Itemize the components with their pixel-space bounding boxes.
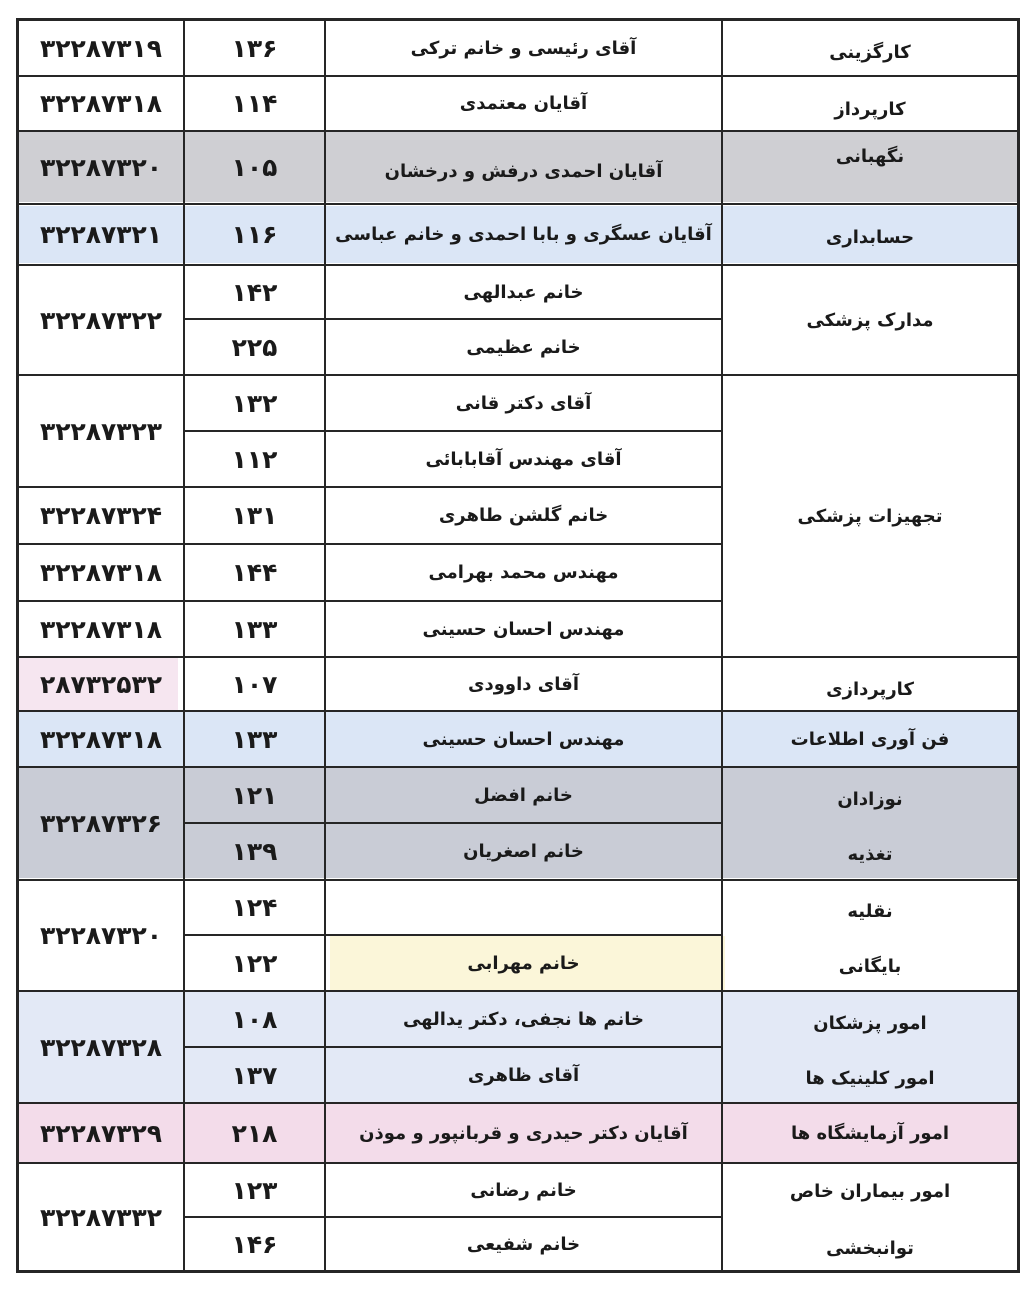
department-cell: امور آزمایشگاه ها bbox=[790, 1122, 950, 1144]
personnel-cell: خانم اصغریان bbox=[463, 841, 584, 862]
department-cell: حسابداری bbox=[825, 227, 915, 248]
extension-cell: ۱۰۸ bbox=[231, 1004, 278, 1034]
extension-cell: ۲۲۵ bbox=[231, 332, 278, 362]
personnel-cell: آقایان احمدی درفش و درخشان bbox=[384, 161, 663, 182]
phone-cell: ۳۲۲۸۷۳۲۰ bbox=[39, 921, 163, 950]
extension-cell: ۱۰۷ bbox=[231, 669, 278, 699]
extension-cell: ۱۲۳ bbox=[231, 1175, 278, 1205]
personnel-cell: آقایان معتمدی bbox=[459, 93, 588, 114]
personnel-cell: آقای ظاهری bbox=[467, 1064, 580, 1086]
personnel-cell: آقای دکتر قانی bbox=[455, 392, 592, 414]
personnel-cell: آقای مهندس آقابابائی bbox=[425, 448, 622, 470]
department-cell: تغذیه bbox=[847, 844, 893, 865]
phone-cell: ۳۲۲۸۷۳۱۸ bbox=[39, 614, 163, 644]
department-cell: نوزادان bbox=[837, 788, 903, 810]
phone-cell: ۳۲۲۸۷۳۲۲ bbox=[39, 305, 163, 335]
personnel-cell: خانم عبدالهی bbox=[463, 281, 584, 303]
phone-cell: ۳۲۲۸۷۳۲۸ bbox=[39, 1032, 163, 1062]
extension-cell: ۱۱۲ bbox=[231, 444, 278, 474]
personnel-cell: آقایان دکتر حیدری و قربانپور و موذن bbox=[359, 1122, 688, 1144]
extension-cell: ۱۳۶ bbox=[231, 33, 278, 63]
personnel-cell: خانم مهرابی bbox=[467, 952, 580, 974]
extension-cell: ۱۳۳ bbox=[231, 724, 278, 754]
phone-cell: ۳۲۲۸۷۳۱۸ bbox=[39, 558, 163, 587]
extension-cell: ۱۴۲ bbox=[231, 277, 278, 307]
personnel-cell: مهندس محمد بهرامی bbox=[428, 562, 619, 583]
personnel-cell: آقای رئیسی و خانم ترکی bbox=[410, 37, 637, 59]
department-cell: کارپرداز bbox=[834, 99, 906, 120]
phone-cell: ۳۲۲۸۷۳۱۹ bbox=[39, 33, 163, 63]
department-cell: نگهبانی bbox=[835, 145, 905, 167]
personnel-cell: خانم افضل bbox=[474, 784, 573, 806]
department-cell: تجهیزات پزشکی bbox=[797, 505, 943, 527]
department-cell: توانبخشی bbox=[826, 1237, 914, 1259]
phone-cell: ۳۲۲۸۷۳۲۴ bbox=[39, 501, 163, 530]
department-cell: کارپردازی bbox=[826, 678, 914, 700]
department-cell: فن آوری اطلاعات bbox=[790, 728, 950, 750]
extension-cell: ۱۰۵ bbox=[231, 153, 278, 182]
personnel-cell: خانم رضانی bbox=[470, 1179, 577, 1201]
phone-cell: ۳۲۲۸۷۳۱۸ bbox=[39, 724, 163, 754]
department-cell: امور بیماران خاص bbox=[789, 1180, 951, 1202]
department-cell: مدارک پزشکی bbox=[806, 309, 934, 331]
extension-cell: ۱۱۶ bbox=[231, 220, 278, 249]
department-cell: نقلیه bbox=[847, 901, 893, 922]
extension-cell: ۱۲۱ bbox=[231, 780, 278, 810]
extension-cell: ۱۴۶ bbox=[231, 1229, 278, 1259]
extension-cell: ۱۱۴ bbox=[231, 89, 278, 118]
phone-cell: ۳۲۲۸۷۳۲۱ bbox=[39, 220, 163, 249]
personnel-cell: آقای داوودی bbox=[468, 673, 579, 695]
extension-cell: ۱۳۷ bbox=[231, 1060, 278, 1090]
phone-cell: ۳۲۲۸۷۳۲۳ bbox=[39, 416, 163, 446]
frame-right bbox=[1017, 18, 1020, 1273]
phone-cell: ۲۸۷۳۲۵۳۲ bbox=[39, 669, 163, 699]
extension-cell: ۱۲۴ bbox=[231, 893, 278, 922]
phone-cell: ۳۲۲۸۷۳۲۹ bbox=[39, 1118, 163, 1148]
personnel-cell: آقایان عسگری و بابا احمدی و خانم عباسی bbox=[335, 224, 712, 245]
personnel-cell: خانم گلشن طاهری bbox=[438, 505, 609, 526]
department-cell: کارگزینی bbox=[829, 41, 911, 63]
phone-cell: ۳۲۲۸۷۳۲۶ bbox=[39, 809, 163, 838]
department-cell: امور پزشکان bbox=[813, 1012, 927, 1034]
extension-cell: ۱۴۴ bbox=[231, 558, 278, 587]
phone-cell: ۳۲۲۸۷۳۲۰ bbox=[39, 153, 163, 182]
personnel-cell: خانم ها نجفی، دکتر یدالهی bbox=[402, 1008, 645, 1030]
personnel-cell: مهندس احسان حسینی bbox=[422, 728, 625, 750]
personnel-cell: مهندس احسان حسینی bbox=[422, 618, 625, 640]
personnel-cell: خانم شفیعی bbox=[466, 1233, 581, 1255]
phone-cell: ۳۲۲۸۷۳۱۸ bbox=[39, 89, 163, 118]
extension-cell: ۱۳۲ bbox=[231, 388, 278, 418]
extension-cell: ۱۳۱ bbox=[231, 501, 278, 530]
extension-cell: ۱۲۲ bbox=[231, 948, 278, 978]
personnel-cell bbox=[326, 881, 721, 934]
department-cell: بایگانی bbox=[838, 955, 902, 977]
frame-bottom bbox=[16, 1270, 1020, 1273]
department-cell: امور کلینیک ها bbox=[805, 1067, 935, 1089]
extension-cell: ۲۱۸ bbox=[231, 1118, 278, 1148]
personnel-cell: خانم عظیمی bbox=[466, 336, 581, 358]
phone-cell: ۳۲۲۸۷۳۳۲ bbox=[39, 1202, 163, 1232]
extension-cell: ۱۳۳ bbox=[231, 614, 278, 644]
extension-cell: ۱۳۹ bbox=[231, 837, 278, 866]
